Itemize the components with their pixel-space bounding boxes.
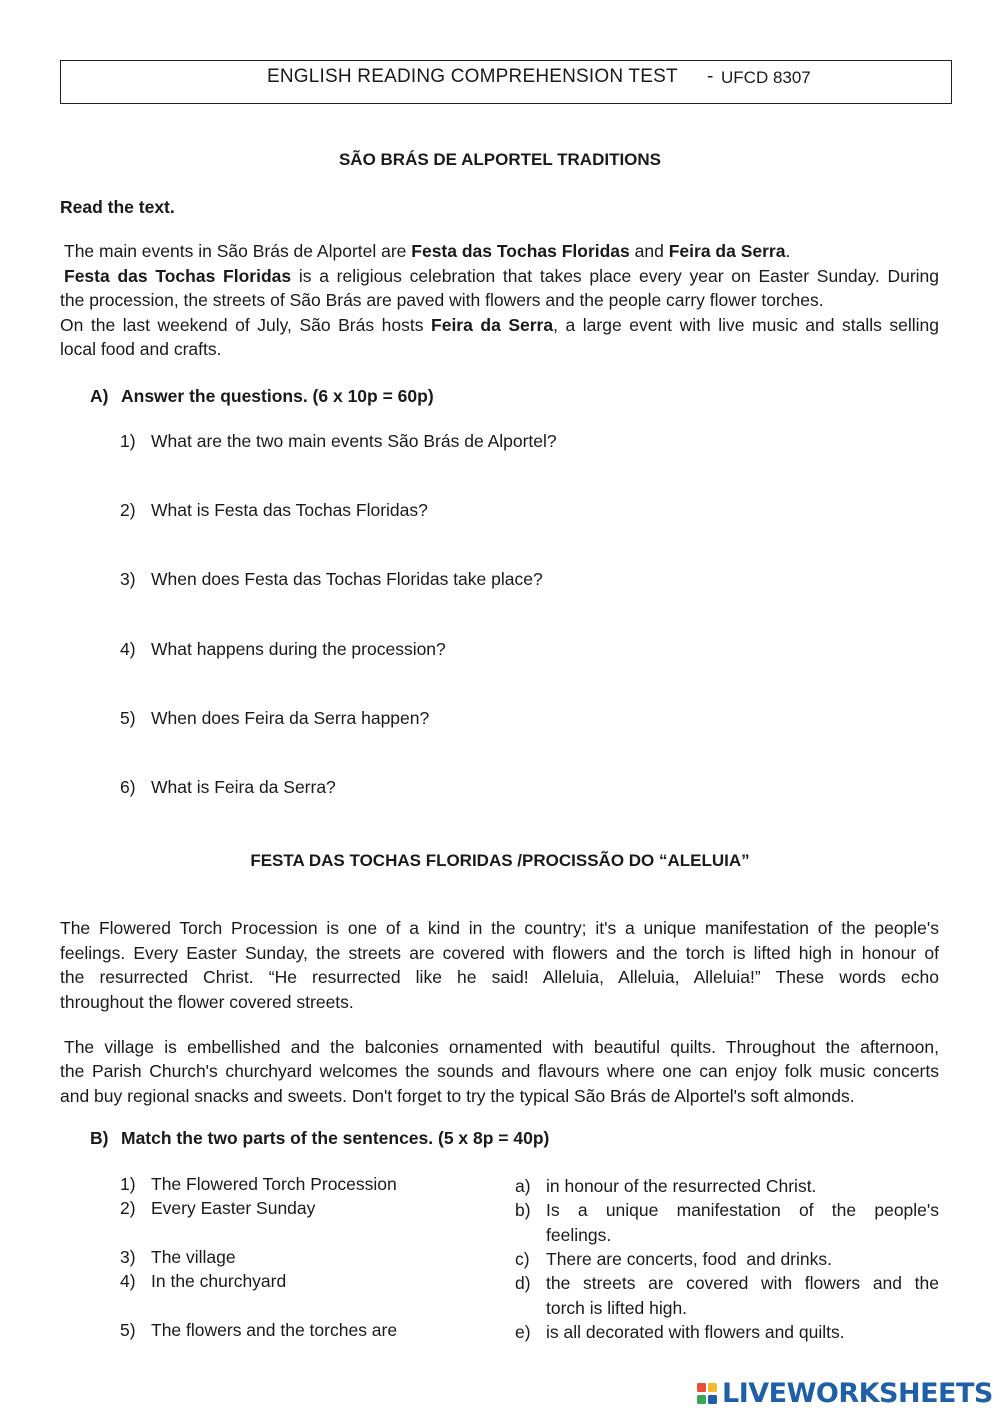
option-text: feelings.: [546, 1224, 612, 1245]
logo-wordmark: LIVEWORKSHEETS: [722, 1378, 993, 1409]
question-text: What happens during the procession?: [151, 639, 446, 659]
item-text: The flowers and the torches are: [151, 1320, 398, 1340]
match-right-d: [515, 1271, 939, 1320]
procession-paragraph-line-1: The Flowered Torch Procession is one of a kind in the country; it's a unique manifestation of the people's: [60, 918, 939, 938]
question-5: [120, 708, 429, 729]
item-number: 4): [120, 1271, 136, 1291]
procession-paragraph-line-2: feelings. Every Easter Sunday, the streets are covered with flowers and the torch is lifted high in honour of: [60, 943, 939, 963]
event-name: Feira da Serra: [668, 241, 786, 261]
item-number: 1): [120, 1174, 136, 1194]
part-label: A): [90, 386, 109, 406]
question-number: 4): [120, 639, 136, 659]
match-left-5: [120, 1320, 397, 1341]
village-paragraph-line-1: The village is embellished and the balconies ornamented with beautiful quilts. Throughout the afternoon,: [64, 1037, 939, 1057]
text-run: is a religious celebration that takes place every year on Easter Sunday. During: [291, 266, 939, 286]
question-2: [120, 500, 428, 521]
title-separator: -: [707, 66, 714, 87]
match-right-e: [515, 1320, 939, 1345]
event-name: Festa das Tochas Floridas: [64, 266, 292, 286]
item-number: 5): [120, 1320, 136, 1340]
procession-paragraph-line-3: the resurrected Christ. “He resurrected like he said! Alleluia, Alleluia, Alleluia!” These words echo: [60, 967, 939, 987]
intro-paragraph-line-2: [64, 264, 939, 289]
question-text: When does Feira da Serra happen?: [151, 708, 430, 728]
question-text: What is Feira da Serra?: [151, 777, 336, 797]
part-a-heading: [90, 386, 434, 407]
intro-paragraph-line-3: the procession, the streets of São Brás are paved with flowers and the people carry flower torches.: [60, 290, 824, 310]
text-run: The main events in São Brás de Alportel are: [64, 241, 412, 261]
item-text: The Flowered Torch Procession: [151, 1174, 397, 1194]
option-letter: b): [515, 1200, 531, 1220]
question-number: 2): [120, 500, 136, 520]
question-3: [120, 569, 543, 590]
question-1: [120, 431, 557, 452]
item-text: Every Easter Sunday: [151, 1198, 316, 1218]
part-instruction: Match the two parts of the sentences. (5 x 8p = 40p): [121, 1128, 550, 1148]
question-text: What is Festa das Tochas Floridas?: [151, 500, 428, 520]
option-text: in honour of the resurrected Christ.: [546, 1176, 817, 1196]
question-number: 6): [120, 777, 136, 797]
option-text: torch is lifted high.: [546, 1297, 688, 1318]
part-label: B): [90, 1128, 109, 1148]
section-title-traditions: SÃO BRÁS DE ALPORTEL TRADITIONS: [338, 150, 662, 169]
text-run: and: [629, 241, 669, 261]
procession-paragraph-line-4: throughout the flower covered streets.: [60, 992, 354, 1012]
option-letter: d): [515, 1273, 531, 1293]
intro-paragraph-line-5: local food and crafts.: [60, 339, 222, 359]
text-run: On the last weekend of July, São Brás hosts: [60, 315, 432, 335]
item-text: The village: [151, 1247, 236, 1267]
match-right-b: [515, 1198, 939, 1247]
option-text: the streets are covered with flowers and the: [546, 1273, 939, 1293]
village-paragraph-line-2: the Parish Church's churchyard welcomes the sounds and flavours where one can enjoy folk music concerts: [60, 1061, 939, 1081]
option-letter: a): [515, 1176, 531, 1196]
test-title: ENGLISH READING COMPREHENSION TEST: [267, 66, 678, 87]
text-run: , a large event with live music and stalls selling: [553, 315, 940, 335]
match-right-a: [515, 1174, 939, 1199]
question-number: 3): [120, 569, 136, 589]
text-run: .: [785, 241, 791, 261]
question-number: 5): [120, 708, 136, 728]
question-4: [120, 639, 446, 660]
event-name: Feira da Serra: [431, 315, 554, 335]
intro-paragraph-line-1: [60, 239, 943, 264]
match-left-1: [120, 1174, 397, 1195]
course-code: UFCD 8307: [721, 68, 811, 87]
option-text: There are concerts, food and drinks.: [546, 1249, 832, 1269]
option-letter: c): [515, 1249, 530, 1269]
item-number: 2): [120, 1198, 136, 1218]
option-text: Is a unique manifestation of the people's: [546, 1200, 939, 1220]
match-left-2: [120, 1198, 315, 1219]
liveworksheets-logo-icon: [696, 1382, 718, 1406]
item-number: 3): [120, 1247, 136, 1267]
question-text: When does Festa das Tochas Floridas take place?: [151, 569, 543, 589]
option-letter: e): [515, 1322, 531, 1342]
read-instruction: Read the text.: [60, 197, 175, 217]
match-right-c: [515, 1247, 939, 1272]
question-6: [120, 777, 336, 798]
item-text: In the churchyard: [151, 1271, 287, 1291]
village-paragraph-line-3: and buy regional snacks and sweets. Don't forget to try the typical São Brás de Alportel's soft almonds.: [60, 1086, 855, 1106]
part-instruction: Answer the questions. (6 x 10p = 60p): [121, 386, 434, 406]
question-number: 1): [120, 431, 136, 451]
event-name: Festa das Tochas Floridas: [411, 241, 630, 261]
question-text: What are the two main events São Brás de Alportel?: [151, 431, 557, 451]
test-header: [60, 60, 952, 104]
match-left-3: [120, 1247, 236, 1268]
option-text: is all decorated with flowers and quilts.: [546, 1322, 845, 1342]
match-left-4: [120, 1271, 286, 1292]
part-b-heading: [90, 1128, 549, 1149]
section-title-procession: FESTA DAS TOCHAS FLORIDAS /PROCISSÃO DO “ALELUIA”: [250, 851, 750, 870]
intro-paragraph-line-4: [60, 313, 939, 338]
